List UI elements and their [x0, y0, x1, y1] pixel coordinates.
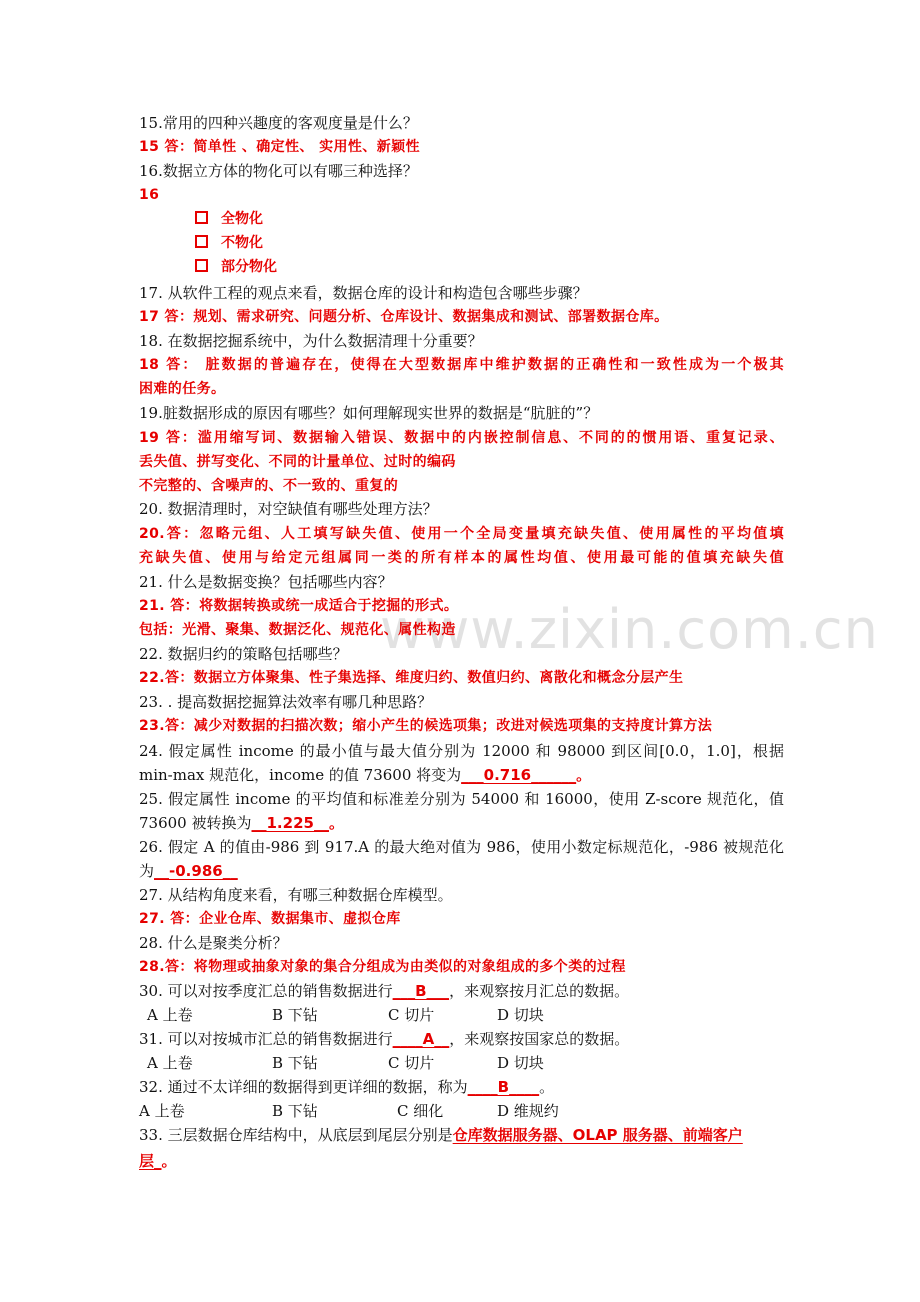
option-d: D 切块 — [497, 1054, 544, 1072]
question-33-line-1 — [139, 1123, 784, 1147]
answer-27: 27. 答：企业仓库、数据集市、虚拟仓库 — [139, 911, 401, 927]
question-20: 20. 数据清理时，对空缺值有哪些处理方法？ — [139, 500, 438, 518]
question-24-line-2 — [139, 763, 784, 787]
option-c: C 细化 — [397, 1102, 444, 1120]
answer-23: 23.答：减少对数据的扫描次数；缩小产生的候选项集；改进对候选项集的支持度计算方法 — [139, 718, 713, 734]
question-25-line-1: 25. 假定属性 income 的平均值和标准差分别为 54000 和 16000，使用 Z-score 规范化，值 — [139, 790, 784, 808]
question-27: 27. 从结构角度来看，有哪三种数据仓库模型。 — [139, 886, 453, 904]
answer-28: 28.答：将物理或抽象对象的集合分组成为由类似的对象组成的多个类的过程 — [139, 959, 626, 975]
option-d: D 切块 — [497, 1006, 544, 1024]
checkbox-bullet-icon — [195, 211, 208, 224]
question-32-answer-blank: ____B____ — [467, 1078, 540, 1096]
answer-15: 15 答：简单性 、确定性、 实用性、新颖性 — [139, 139, 420, 155]
question-26-line-1: 26. 假定 A 的值由-986 到 917.A 的最大绝对值为 986，使用小数定标规范化，-986 被规范化 — [139, 838, 784, 856]
question-33-text: 33. 三层数据仓库结构中，从底层到尾层分别是 — [139, 1126, 453, 1144]
option-b: B 下钻 — [272, 1102, 318, 1120]
question-25-text: 73600 被转换为 — [139, 814, 252, 832]
answer-19-line-3: 不完整的、含噪声的、不一致的、重复的 — [139, 478, 399, 494]
question-26-answer-blank: __-0.986__ — [154, 862, 238, 880]
answer-16-item-text: 不物化 — [221, 235, 263, 251]
question-30-options — [139, 1003, 639, 1027]
question-16: 16.数据立方体的物化可以有哪三种选择？ — [139, 162, 418, 180]
answer-18-line-1: 18 答： 脏数据的普遍存在，使得在大型数据库中维护数据的正确性和一致性成为一个极其 — [139, 357, 784, 373]
answer-16-item — [195, 255, 277, 279]
question-26-line-2 — [139, 859, 784, 883]
question-25-end: 。 — [328, 814, 344, 832]
question-15: 15.常用的四种兴趣度的客观度量是什么？ — [139, 114, 418, 132]
answer-20-line-2: 充缺失值、使用与给定元组属同一类的所有样本的属性均值、使用最可能的值填充缺失值 — [139, 550, 784, 566]
answer-21-line-1: 21. 答：将数据转换或统一成适合于挖掘的形式。 — [139, 598, 459, 614]
question-31-text: 31. 可以对按城市汇总的销售数据进行 — [139, 1030, 393, 1048]
question-25-answer-blank: __1.225__ — [251, 814, 329, 832]
question-32-text: 32. 通过不太详细的数据得到更详细的数据，称为 — [139, 1078, 468, 1096]
question-33-end: 。 — [161, 1152, 177, 1170]
question-30-answer-blank: ___B___ — [392, 982, 450, 1000]
question-25-line-2 — [139, 811, 784, 835]
question-24-text: min-max 规范化，income 的值 73600 将变为 — [139, 766, 462, 784]
question-24-answer-blank: ___0.716______ — [461, 766, 577, 784]
question-22: 22. 数据归约的策略包括哪些？ — [139, 645, 348, 663]
answer-21-line-2: 包括：光滑、聚集、数据泛化、规范化、属性构造 — [139, 622, 456, 638]
answer-16-item-text: 全物化 — [221, 211, 263, 227]
answer-18-line-2: 困难的任务。 — [139, 381, 226, 397]
checkbox-bullet-icon — [195, 235, 208, 248]
question-33-line-2 — [139, 1149, 784, 1173]
question-31 — [139, 1027, 784, 1051]
question-28: 28. 什么是聚类分析？ — [139, 934, 288, 952]
question-30-text-end: ，来观察按月汇总的数据。 — [449, 982, 630, 1000]
question-19: 19.脏数据形成的原因有哪些？如何理解现实世界的数据是“肮脏的”？ — [139, 404, 599, 422]
question-30 — [139, 979, 784, 1003]
answer-19-line-1: 19 答：滥用缩写词、数据输入错误、数据中的内嵌控制信息、不同的的惯用语、重复记录、 — [139, 430, 784, 446]
option-c: C 切片 — [388, 1054, 435, 1072]
option-b: B 下钻 — [272, 1054, 318, 1072]
option-b: B 下钻 — [272, 1006, 318, 1024]
answer-16-item — [195, 231, 263, 255]
watermark: www.zixin.com.cn — [380, 598, 879, 661]
option-d: D 维规约 — [497, 1102, 559, 1120]
option-a: A 上卷 — [147, 1054, 193, 1072]
question-26-text: 为 — [139, 862, 155, 880]
answer-20-line-1: 20.答：忽略元组、人工填写缺失值、使用一个全局变量填充缺失值、使用属性的平均值填 — [139, 526, 784, 542]
question-32 — [139, 1075, 784, 1099]
question-31-text-end: ，来观察按国家总的数据。 — [449, 1030, 630, 1048]
question-23: 23. . 提高数据挖掘算法效率有哪几种思路？ — [139, 693, 433, 711]
question-33-answer: 仓库数据服务器、OLAP 服务器、前端客户 — [452, 1126, 743, 1144]
question-30-text: 30. 可以对按季度汇总的销售数据进行 — [139, 982, 393, 1000]
answer-22: 22.答：数据立方体聚集、性子集选择、维度归约、数值归约、离散化和概念分层产生 — [139, 670, 684, 686]
option-a: A 上卷 — [139, 1102, 185, 1120]
question-18: 18. 在数据挖掘系统中，为什么数据清理十分重要？ — [139, 332, 483, 350]
question-32-options — [139, 1099, 639, 1123]
option-a: A 上卷 — [147, 1006, 193, 1024]
question-32-text-end: 。 — [539, 1078, 555, 1096]
answer-17: 17 答：规划、需求研究、问题分析、仓库设计、数据集成和测试、部署数据仓库。 — [139, 309, 669, 325]
option-c: C 切片 — [388, 1006, 435, 1024]
checkbox-bullet-icon — [195, 259, 208, 272]
question-31-options — [139, 1051, 639, 1075]
answer-16-item — [195, 207, 263, 231]
answer-16-label: 16 — [139, 187, 160, 203]
question-21: 21. 什么是数据变换？包括哪些内容？ — [139, 573, 393, 591]
question-24-line-1: 24. 假定属性 income 的最小值与最大值分别为 12000 和 98000 到区间[0.0，1.0]，根据 — [139, 742, 784, 760]
answer-16-item-text: 部分物化 — [221, 259, 277, 275]
answer-19-line-2: 丢失值、拼写变化、不同的计量单位、过时的编码 — [139, 454, 456, 470]
question-33-answer-cont: 层_ — [139, 1152, 162, 1170]
question-24-end: 。 — [576, 766, 592, 784]
question-17: 17. 从软件工程的观点来看，数据仓库的设计和构造包含哪些步骤？ — [139, 284, 588, 302]
question-31-answer-blank: ____A__ — [392, 1030, 450, 1048]
